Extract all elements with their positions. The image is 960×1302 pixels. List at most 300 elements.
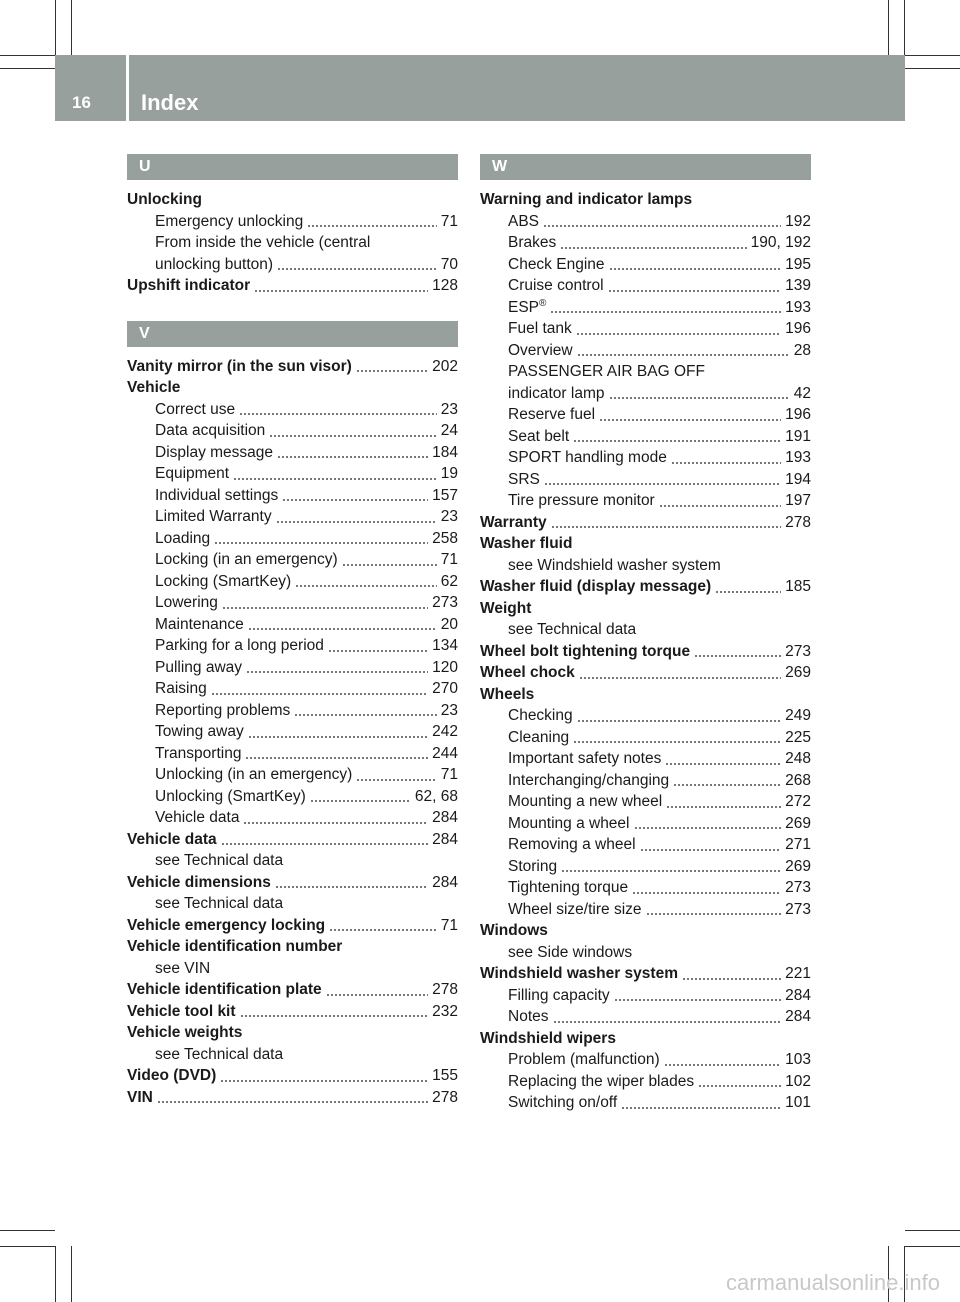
crop-mark	[0, 1246, 55, 1247]
entry-label: Towing away	[155, 723, 244, 740]
page-reference[interactable]: 191	[785, 427, 811, 445]
entry-label: Limited Warranty	[155, 508, 272, 525]
entry-label: Vehicle identification number	[127, 938, 343, 955]
entry-text	[127, 1065, 216, 1087]
entry-label: Washer fluid (display message)	[480, 578, 712, 595]
dot-leader	[664, 1064, 782, 1066]
page-reference[interactable]: 155	[432, 1067, 458, 1084]
index-subentry[interactable]	[480, 211, 811, 233]
dot-leader	[614, 999, 781, 1001]
entry-label: Display message	[155, 443, 274, 461]
section-letter: V	[127, 321, 458, 347]
index-subentry[interactable]	[480, 985, 811, 1007]
index-subentry[interactable]	[127, 232, 458, 254]
header-divider	[126, 55, 129, 121]
dot-leader	[211, 693, 428, 695]
entry-label: Parking for a long period	[155, 637, 324, 654]
page-reference[interactable]: 195	[785, 255, 811, 273]
page-reference[interactable]: 23	[440, 701, 458, 719]
entry-text	[508, 1071, 694, 1093]
index-subentry[interactable]	[480, 469, 811, 491]
dot-leader	[561, 870, 781, 872]
dot-leader	[307, 225, 437, 227]
index-subentry[interactable]	[480, 834, 811, 856]
page-reference[interactable]: 19	[440, 465, 458, 482]
index-subentry[interactable]	[480, 770, 811, 792]
dot-leader	[715, 591, 781, 593]
entry-label: Storing	[508, 857, 558, 875]
dot-leader	[544, 483, 781, 485]
index-subentry[interactable]	[127, 764, 458, 786]
entry-label: Replacing the wiper blades	[508, 1072, 695, 1090]
index-subentry[interactable]	[127, 700, 458, 722]
index-subentry[interactable]	[480, 447, 811, 469]
crop-mark	[0, 68, 55, 69]
index-entry[interactable]	[480, 920, 811, 942]
page-reference[interactable]: 269	[785, 857, 811, 875]
index-subentry[interactable]	[127, 571, 458, 593]
entry-text	[508, 856, 557, 878]
entry-text	[508, 1049, 660, 1071]
entry-label: PASSENGER AIR BAG OFF	[508, 363, 705, 380]
page-reference[interactable]: 102	[785, 1072, 811, 1090]
crop-mark	[71, 1246, 72, 1302]
entry-label: Emergency unlocking	[155, 212, 304, 230]
dot-leader	[254, 290, 428, 292]
dot-leader	[576, 333, 781, 335]
page-reference[interactable]: 284	[432, 873, 458, 891]
entry-label: Seat belt	[508, 427, 570, 445]
page-reference[interactable]: 62	[440, 572, 458, 590]
page-reference[interactable]: 270	[432, 680, 458, 697]
dot-leader	[356, 370, 428, 372]
page-reference[interactable]: 193	[785, 449, 811, 466]
index-subentry[interactable]	[480, 748, 811, 770]
entry-label: Wheel size/tire size	[508, 900, 642, 918]
page-reference[interactable]: 128	[432, 277, 458, 294]
entry-label: Lowering	[155, 594, 218, 611]
watermark: carmanualsonline.info	[725, 1270, 940, 1295]
index-subentry[interactable]	[480, 232, 811, 254]
entry-text	[480, 512, 547, 534]
index-subentry[interactable]	[127, 506, 458, 528]
entry-label: Warranty	[480, 513, 547, 531]
page-reference[interactable]: 244	[432, 744, 458, 762]
page-reference[interactable]: 71	[440, 212, 458, 230]
dot-leader	[608, 290, 782, 292]
entry-text	[155, 721, 244, 743]
page-reference[interactable]: 221	[785, 965, 811, 982]
entry-text	[127, 979, 322, 1001]
entry-label: Washer fluid	[480, 535, 573, 552]
entry-label: Vehicle tool kit	[127, 1002, 236, 1020]
entry-label: see Windshield washer system	[508, 556, 721, 574]
dot-leader	[328, 650, 428, 652]
crop-mark	[888, 0, 889, 55]
entry-text	[127, 189, 202, 211]
page-reference[interactable]: 273	[785, 879, 811, 896]
index-entry[interactable]	[480, 963, 811, 985]
entry-text	[508, 899, 642, 921]
entry-label: Vehicle data	[127, 830, 217, 848]
dot-leader	[248, 628, 437, 630]
entry-label: Vehicle	[127, 379, 181, 396]
entry-text	[508, 426, 569, 448]
entry-label: indicator lamp	[508, 384, 605, 402]
page-reference[interactable]: 268	[785, 771, 811, 789]
dot-leader	[659, 505, 781, 507]
index-entry[interactable]	[127, 189, 458, 211]
entry-text	[508, 748, 661, 770]
entry-text	[155, 399, 235, 421]
page-reference[interactable]: 193	[785, 298, 811, 316]
entry-label: Vehicle dimensions	[127, 873, 271, 891]
dot-leader	[640, 849, 782, 851]
entry-label: see Technical data	[155, 895, 284, 912]
index-subentry[interactable]	[127, 485, 458, 507]
entry-text	[155, 893, 283, 915]
index-entry[interactable]	[480, 533, 811, 555]
index-entry[interactable]	[480, 1028, 811, 1050]
entry-label: Equipment	[155, 465, 230, 482]
index-entry[interactable]	[480, 598, 811, 620]
entry-text	[127, 936, 342, 958]
entry-text	[155, 485, 278, 507]
page-reference[interactable]: 190, 192	[750, 234, 811, 251]
entry-label: Vehicle weights	[127, 1024, 243, 1041]
index-subentry[interactable]	[480, 490, 811, 512]
entry-label: Reporting problems	[155, 701, 291, 719]
entry-text	[155, 786, 306, 808]
page-reference[interactable]: 134	[432, 637, 458, 654]
index-entry[interactable]	[127, 979, 458, 1001]
entry-text	[508, 1092, 617, 1114]
entry-text	[127, 915, 325, 937]
page-reference[interactable]: 278	[432, 981, 458, 998]
entry-text	[127, 377, 180, 399]
entry-text	[155, 232, 370, 254]
dot-leader	[621, 1107, 781, 1109]
index-subentry[interactable]	[480, 340, 811, 362]
page-reference[interactable]: 225	[785, 728, 811, 746]
entry-label: see Side windows	[508, 943, 633, 961]
index-entry[interactable]	[127, 936, 458, 958]
dot-leader	[577, 354, 790, 356]
entry-label: Unlocking (in an emergency)	[155, 766, 353, 783]
page-reference[interactable]: 157	[432, 486, 458, 504]
index-subentry[interactable]	[127, 850, 458, 872]
index-subentry[interactable]	[480, 942, 811, 964]
entry-text	[508, 555, 721, 577]
entry-label: Tire pressure monitor	[508, 492, 655, 509]
page-reference[interactable]: 71	[440, 766, 458, 783]
dot-leader	[609, 268, 782, 270]
entry-label: see Technical data	[155, 852, 284, 869]
index-subentry[interactable]	[127, 420, 458, 442]
index-subentry[interactable]	[480, 318, 811, 340]
entry-label: Transporting	[155, 744, 242, 762]
registered-mark: ®	[539, 297, 547, 309]
entry-label: see Technical data	[155, 1045, 284, 1063]
page-reference[interactable]: 202	[432, 357, 458, 375]
index-subentry[interactable]	[127, 1044, 458, 1066]
dot-leader	[577, 720, 782, 722]
entry-label: Warning and indicator lamps	[480, 191, 693, 208]
dot-leader	[276, 521, 437, 523]
page-reference[interactable]: 120	[432, 658, 458, 676]
page-reference[interactable]: 232	[432, 1002, 458, 1020]
entry-label: Checking	[508, 707, 573, 724]
entry-label: Locking (in an emergency)	[155, 551, 338, 568]
page-reference[interactable]: 284	[785, 986, 811, 1004]
entry-label: Interchanging/changing	[508, 771, 670, 789]
page-reference[interactable]: 278	[785, 513, 811, 531]
entry-label: Data acquisition	[155, 422, 266, 439]
page-reference[interactable]: 101	[785, 1094, 811, 1111]
page-reference[interactable]: 24	[440, 422, 458, 439]
page-reference[interactable]: 194	[785, 470, 811, 488]
dot-leader	[220, 1080, 428, 1082]
index-subentry[interactable]	[127, 958, 458, 980]
index-subentry[interactable]	[127, 743, 458, 765]
index-subentry[interactable]	[480, 254, 811, 276]
dot-leader	[551, 526, 782, 528]
page-reference[interactable]: 273	[432, 594, 458, 611]
index-entry[interactable]	[480, 189, 811, 211]
entry-text	[155, 420, 265, 442]
page-reference[interactable]: 42	[793, 384, 811, 402]
page-reference[interactable]: 62, 68	[414, 787, 458, 805]
index-subentry[interactable]	[127, 614, 458, 636]
entry-label: Vehicle emergency locking	[127, 916, 326, 934]
entry-text	[127, 829, 217, 851]
entry-text	[155, 743, 241, 765]
entry-label: Check Engine	[508, 255, 605, 273]
entry-text	[508, 813, 630, 835]
page-reference[interactable]: 71	[440, 551, 458, 568]
page-reference[interactable]: 273	[785, 900, 811, 918]
index-entry[interactable]	[127, 872, 458, 894]
crop-mark	[55, 0, 56, 55]
index-subentry[interactable]	[127, 893, 458, 915]
index-entry[interactable]	[480, 662, 811, 684]
index-subentry[interactable]	[127, 399, 458, 421]
page-reference[interactable]: 248	[785, 750, 811, 767]
page-reference[interactable]: 271	[785, 836, 811, 853]
index-subentry[interactable]	[127, 211, 458, 233]
dot-leader	[294, 714, 436, 716]
entry-label: Individual settings	[155, 486, 279, 504]
page-reference[interactable]: 258	[432, 529, 458, 547]
entry-text	[508, 727, 569, 749]
entry-text	[508, 877, 628, 899]
page-reference[interactable]: 23	[440, 400, 458, 418]
crop-mark	[905, 68, 960, 69]
page-reference[interactable]: 103	[785, 1051, 811, 1068]
dot-leader	[157, 1101, 428, 1103]
entry-label: Unlocking (SmartKey)	[155, 787, 306, 805]
entry-label: Weight	[480, 599, 532, 617]
index-subentry[interactable]	[480, 555, 811, 577]
dot-leader	[646, 913, 782, 915]
index-subentry[interactable]	[127, 786, 458, 808]
entry-text	[508, 383, 605, 405]
entry-label: SRS	[508, 470, 540, 488]
index-subentry[interactable]	[480, 297, 811, 319]
index-subentry[interactable]	[480, 791, 811, 813]
page-reference[interactable]: 249	[785, 707, 811, 724]
entry-text	[155, 635, 324, 657]
page-reference[interactable]: 284	[785, 1008, 811, 1025]
dot-leader	[239, 413, 437, 415]
index-subentry[interactable]	[480, 899, 811, 921]
index-subentry[interactable]	[480, 426, 811, 448]
entry-text	[480, 684, 534, 706]
index-entry[interactable]	[127, 915, 458, 937]
entry-text	[127, 275, 250, 297]
index-subentry[interactable]	[127, 549, 458, 571]
page-reference[interactable]: 23	[440, 508, 458, 525]
entry-text	[480, 598, 531, 620]
page-reference[interactable]: 139	[785, 277, 811, 294]
index-subentry[interactable]	[480, 856, 811, 878]
entry-text	[127, 1001, 236, 1023]
index-subentry[interactable]	[480, 275, 811, 297]
dot-leader	[243, 822, 428, 824]
page-reference[interactable]: 20	[440, 615, 458, 633]
index-subentry[interactable]	[127, 721, 458, 743]
index-subentry[interactable]	[480, 619, 811, 641]
entry-text	[508, 232, 556, 254]
page-reference[interactable]: 197	[785, 492, 811, 509]
entry-label: Pulling away	[155, 658, 243, 676]
entry-label: Reserve fuel	[508, 406, 596, 423]
entry-text	[155, 571, 291, 593]
dot-leader	[342, 564, 437, 566]
entry-label: Unlocking	[127, 191, 202, 208]
index-entry[interactable]	[127, 829, 458, 851]
index-subentry[interactable]	[480, 404, 811, 426]
index-subentry[interactable]	[480, 813, 811, 835]
page-reference[interactable]: 242	[432, 723, 458, 740]
entry-text	[127, 1022, 242, 1044]
index-entry[interactable]	[127, 275, 458, 297]
entry-text	[155, 657, 242, 679]
index-entry[interactable]	[127, 1022, 458, 1044]
index-subentry[interactable]	[127, 442, 458, 464]
index-subentry[interactable]	[127, 592, 458, 614]
page-reference[interactable]: 278	[432, 1088, 458, 1106]
index-subentry[interactable]	[127, 528, 458, 550]
entry-label: From inside the vehicle (central	[155, 234, 371, 251]
page-reference[interactable]: 28	[793, 341, 811, 359]
dot-leader	[573, 741, 781, 743]
index-subentry[interactable]	[127, 254, 458, 276]
index-subentry[interactable]	[480, 1092, 811, 1114]
crop-mark	[0, 55, 55, 56]
dot-leader	[543, 225, 781, 227]
index-subentry[interactable]	[480, 877, 811, 899]
index-subentry[interactable]	[480, 383, 811, 405]
entry-label: Locking (SmartKey)	[155, 572, 292, 590]
dot-leader	[310, 800, 411, 802]
page-reference[interactable]: 192	[785, 212, 811, 230]
index-entry[interactable]	[480, 512, 811, 534]
dot-leader	[671, 462, 781, 464]
page-reference[interactable]: 70	[440, 255, 458, 273]
dot-leader	[295, 585, 437, 587]
entry-text	[508, 985, 610, 1007]
index-subentry[interactable]	[480, 705, 811, 727]
entry-text	[127, 872, 271, 894]
entry-text	[508, 361, 705, 383]
index-subentry[interactable]	[480, 1006, 811, 1028]
crop-mark	[71, 0, 72, 55]
entry-text	[508, 770, 669, 792]
index-entry[interactable]	[127, 1001, 458, 1023]
page-reference[interactable]: 71	[440, 916, 458, 934]
index-entry[interactable]	[480, 576, 811, 598]
entry-label: Vanity mirror (in the sun visor)	[127, 357, 352, 375]
entry-label: Problem (malfunction)	[508, 1051, 660, 1068]
entry-text	[480, 963, 678, 985]
page-reference[interactable]: 185	[785, 578, 811, 595]
index-entry[interactable]	[127, 356, 458, 378]
index-subentry[interactable]	[127, 807, 458, 829]
dot-leader	[573, 440, 781, 442]
page-reference[interactable]: 196	[785, 320, 811, 337]
dot-leader	[222, 607, 428, 609]
entry-label: Overview	[508, 341, 573, 359]
entry-text	[508, 254, 605, 276]
index-subentry[interactable]	[127, 463, 458, 485]
index-subentry[interactable]	[480, 727, 811, 749]
index-subentry[interactable]	[127, 678, 458, 700]
page-reference[interactable]: 284	[432, 809, 458, 826]
page-reference[interactable]: 272	[785, 793, 811, 810]
dot-leader	[245, 757, 428, 759]
index-subentry[interactable]	[480, 1071, 811, 1093]
index-subentry[interactable]	[480, 361, 811, 383]
entry-text	[480, 189, 692, 211]
index-entry[interactable]	[127, 1087, 458, 1109]
index-entry[interactable]	[127, 1065, 458, 1087]
index-entry[interactable]	[127, 377, 458, 399]
page-reference[interactable]: 196	[785, 406, 811, 423]
page-reference[interactable]: 184	[432, 443, 458, 461]
dot-leader	[553, 1021, 782, 1023]
index-subentry[interactable]	[127, 635, 458, 657]
page-reference[interactable]: 273	[785, 642, 811, 660]
index-subentry[interactable]	[480, 1049, 811, 1071]
page-reference[interactable]: 284	[432, 830, 458, 848]
entry-text	[155, 549, 338, 571]
page-reference[interactable]: 269	[785, 664, 811, 681]
entry-text	[480, 1028, 616, 1050]
page-reference[interactable]: 269	[785, 814, 811, 832]
dot-leader	[666, 806, 781, 808]
index-column-left	[127, 154, 458, 1108]
dot-leader	[248, 736, 428, 738]
crop-mark	[904, 0, 905, 55]
entry-text	[480, 533, 572, 555]
dot-leader	[550, 311, 781, 313]
index-entry[interactable]	[480, 641, 811, 663]
index-subentry[interactable]	[127, 657, 458, 679]
entry-text	[508, 490, 655, 512]
index-entry[interactable]	[480, 684, 811, 706]
dot-leader	[240, 1015, 429, 1017]
